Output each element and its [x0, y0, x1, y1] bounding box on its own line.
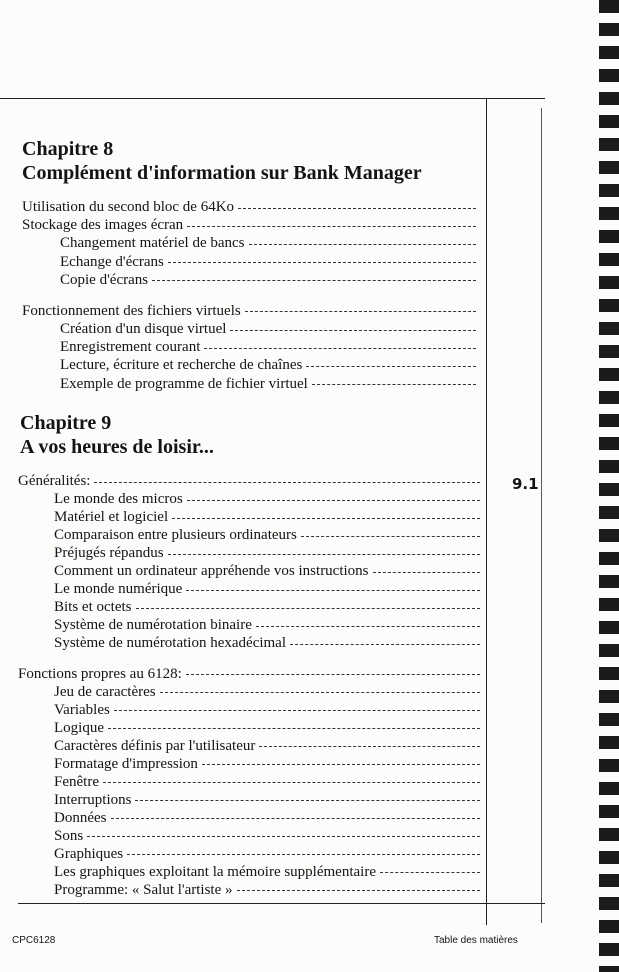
toc-entry-text: Lecture, écriture et recherche de chaînes: [60, 357, 303, 374]
toc-entry-text: Fonctions propres au 6128:: [18, 665, 182, 682]
toc-entry: [60, 253, 476, 271]
toc-entry: [54, 773, 480, 791]
toc-entry-text: Préjugés répandus: [54, 545, 164, 561]
toc-entry: [22, 302, 476, 320]
toc-entry: [54, 616, 480, 634]
chapter-9-label: Chapitre 9: [20, 412, 112, 434]
top-rule: [0, 98, 545, 99]
dot-leader: [245, 310, 476, 312]
toc-entry: [54, 598, 480, 616]
toc-entry-text: Comparaison entre plusieurs ordinateurs: [54, 527, 297, 543]
toc-entry-text: Copie d'écrans: [60, 271, 149, 288]
toc-entry-text: Système de numérotation binaire: [54, 617, 252, 633]
dot-leader: [111, 817, 481, 819]
toc-entry: [54, 881, 480, 899]
toc-entry-text: Matériel et logiciel: [54, 509, 169, 525]
toc-entry-text: Généralités:: [18, 473, 91, 489]
toc-entry-text: Changement matériel de bancs: [60, 235, 245, 252]
toc-entry-text: Stockage des images écran: [22, 217, 184, 234]
toc-entry: [60, 320, 476, 338]
right-margin-rule: [541, 108, 542, 923]
dot-leader: [306, 365, 476, 367]
dot-leader: [186, 589, 480, 591]
footer-right: Table des matières: [434, 935, 518, 946]
toc-entry: [60, 356, 476, 374]
toc-entry-text: Fenêtre: [54, 773, 99, 790]
bottom-rule: [18, 903, 545, 904]
toc-entry: [54, 827, 480, 845]
toc-entry-text: Système de numérotation hexadécimal: [54, 635, 287, 651]
chapter-8-title: Complément d'information sur Bank Manager: [22, 162, 422, 184]
dot-leader: [238, 207, 476, 209]
toc-entry: [54, 544, 480, 562]
toc-entry-text: Graphiques: [54, 845, 124, 862]
toc-entry-text: Caractères définis par l'utilisateur: [54, 737, 256, 754]
toc-entry: [22, 216, 476, 234]
toc-entry: [54, 809, 480, 827]
toc-entry-text: Echange d'écrans: [60, 253, 164, 270]
dot-leader: [87, 835, 480, 837]
toc-entry-text: Données: [54, 809, 107, 826]
dot-leader: [249, 243, 476, 245]
toc-entry: [60, 338, 476, 356]
toc-entry-text: Le monde numérique: [54, 581, 183, 597]
toc-entry: [54, 562, 480, 580]
chapter-8-label: Chapitre 8: [22, 138, 114, 160]
toc-entry-text: Formatage d'impression: [54, 755, 198, 772]
dot-leader: [168, 261, 476, 263]
dot-leader: [186, 673, 480, 675]
toc-entry-text: Variables: [54, 701, 110, 718]
toc-entry: [54, 580, 480, 598]
toc-entry: [54, 490, 480, 508]
toc-entry: [54, 791, 480, 809]
dot-leader: [256, 625, 480, 627]
dot-leader: [237, 889, 480, 891]
toc-entry-text: Jeu de caractères: [54, 683, 156, 700]
toc-entry-text: Les graphiques exploitant la mémoire supplémentaire: [54, 863, 376, 880]
dot-leader: [187, 499, 480, 501]
page-column-rule: [486, 98, 487, 925]
chapter-9-title: A vos heures de loisir...: [20, 436, 214, 458]
toc-entry: [60, 271, 476, 289]
toc-entry: [54, 634, 480, 652]
dot-leader: [168, 553, 480, 555]
dot-leader: [114, 709, 480, 711]
dot-leader: [373, 571, 480, 573]
toc-entry-text: Création d'un disque virtuel: [60, 320, 227, 337]
dot-leader: [301, 535, 480, 537]
dot-leader: [380, 871, 480, 873]
toc-entry-text: Utilisation du second bloc de 64Ko: [22, 199, 235, 215]
dot-leader: [135, 799, 480, 801]
dot-leader: [94, 481, 480, 483]
dot-leader: [127, 853, 480, 855]
toc-entry: [22, 198, 476, 216]
toc-entry: [54, 526, 480, 544]
toc-entry-text: Enregistrement courant: [60, 339, 201, 356]
toc-entry-text: Le monde des micros: [54, 491, 183, 507]
toc-entry-text: Sons: [54, 827, 84, 844]
dot-leader: [136, 607, 481, 609]
toc-entry: [60, 375, 476, 393]
dot-leader: [204, 347, 476, 349]
dot-leader: [160, 691, 480, 693]
toc-entry: [54, 863, 480, 881]
dot-leader: [187, 225, 476, 227]
toc-entry: [54, 737, 480, 755]
toc-entry-text: Interruptions: [54, 791, 132, 808]
footer-left: CPC6128: [12, 935, 56, 946]
toc-entry: [54, 683, 480, 701]
toc-entry-text: Exemple de programme de fichier virtuel: [60, 375, 308, 392]
dot-leader: [103, 781, 480, 783]
spiral-binding: [599, 0, 619, 972]
toc-entry-text: Fonctionnement des fichiers virtuels: [22, 302, 241, 319]
dot-leader: [230, 329, 476, 331]
toc-entry: [54, 755, 480, 773]
toc-entry: [54, 508, 480, 526]
dot-leader: [290, 643, 480, 645]
toc-entry-text: Bits et octets: [54, 599, 132, 615]
toc-entry-text: Logique: [54, 719, 104, 736]
dot-leader: [172, 517, 480, 519]
toc-entry: [18, 472, 480, 490]
toc-entry: [54, 719, 480, 737]
toc-entry: [60, 234, 476, 252]
toc-entry: [18, 665, 480, 683]
dot-leader: [152, 279, 476, 281]
dot-leader: [312, 383, 476, 385]
dot-leader: [202, 763, 480, 765]
dot-leader: [259, 745, 480, 747]
handwritten-page-number: 9.1: [512, 475, 539, 493]
toc-entry: [54, 701, 480, 719]
dot-leader: [108, 727, 480, 729]
toc-entry-text: Comment un ordinateur appréhende vos instructions: [54, 563, 369, 579]
toc-entry: [54, 845, 480, 863]
toc-entry-text: Programme: « Salut l'artiste »: [54, 881, 233, 898]
